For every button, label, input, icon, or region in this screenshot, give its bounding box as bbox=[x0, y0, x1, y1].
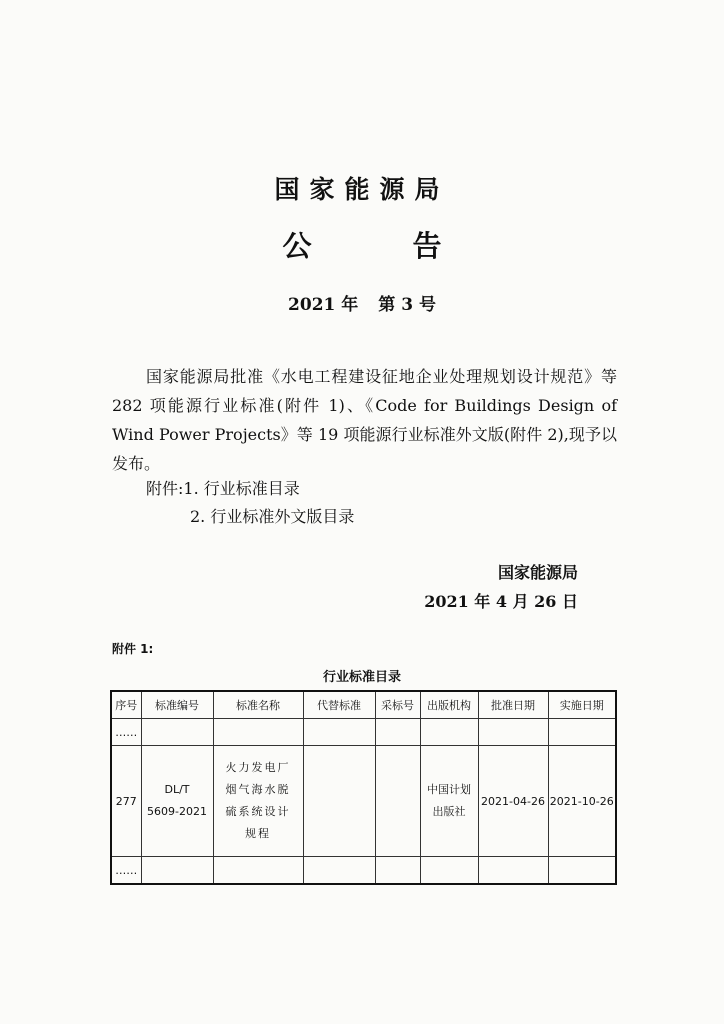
table-header-row bbox=[111, 691, 616, 719]
attachment-line-1: 附件:1. 行业标准目录 bbox=[146, 479, 300, 498]
col-approval-date: 批准日期 bbox=[478, 691, 548, 719]
col-name: 标准名称 bbox=[213, 691, 303, 719]
row-code-line1: DL/T bbox=[164, 783, 190, 796]
document-type: 公 告 bbox=[282, 229, 478, 263]
row-name-line3: 硫系统设计 bbox=[225, 805, 291, 818]
table-title: 行业标准目录 bbox=[322, 670, 401, 685]
row-name-line1: 火力发电厂 bbox=[225, 761, 291, 774]
row-adopted bbox=[375, 746, 420, 857]
signer: 国家能源局 bbox=[497, 563, 578, 582]
row-seq: 277 bbox=[111, 746, 141, 857]
col-publisher: 出版机构 bbox=[420, 691, 478, 719]
standards-table bbox=[110, 690, 617, 885]
table-row-ellipsis-top bbox=[111, 719, 616, 746]
number-issue: 第 3 号 bbox=[378, 295, 436, 315]
col-adopted: 采标号 bbox=[375, 691, 420, 719]
row-publisher-line1: 中国计划 bbox=[427, 783, 471, 796]
organization-title: 国家能源局 bbox=[274, 175, 450, 204]
row-effective-date: 2021-10-26 bbox=[548, 746, 616, 857]
row-code-line2: 5609-2021 bbox=[147, 805, 207, 818]
row-publisher bbox=[420, 746, 478, 857]
signature-date: 2021 年 4 月 26 日 bbox=[424, 592, 578, 611]
col-seq: 序号 bbox=[111, 691, 141, 719]
row-name bbox=[213, 746, 303, 857]
col-code: 标准编号 bbox=[141, 691, 213, 719]
attachment-line-2: 2. 行业标准外文版目录 bbox=[190, 507, 355, 526]
row-name-line2: 烟气海水脱 bbox=[225, 783, 291, 796]
row-name-line4: 规程 bbox=[245, 827, 271, 840]
ellipsis-cell: …… bbox=[111, 719, 141, 746]
document-number bbox=[0, 290, 724, 315]
announcement-paragraph: 国家能源局批准《水电工程建设征地企业处理规划设计规范》等 282 项能源行业标准(附件 1)、《Code for Buildings Design of Wind Power Projects》等 19 项能源行业标准外文版(附件 2),现予以发布。 bbox=[112, 367, 617, 473]
ellipsis-cell: …… bbox=[111, 857, 141, 885]
number-year: 2021 年 bbox=[288, 295, 359, 315]
col-replaced: 代替标准 bbox=[303, 691, 375, 719]
row-publisher-line2: 出版社 bbox=[432, 805, 466, 818]
row-approval-date: 2021-04-26 bbox=[478, 746, 548, 857]
table-row bbox=[111, 746, 616, 857]
col-effective-date: 实施日期 bbox=[548, 691, 616, 719]
annex-label: 附件 1: bbox=[112, 642, 154, 656]
row-replaced bbox=[303, 746, 375, 857]
row-code bbox=[141, 746, 213, 857]
table-row-ellipsis-bottom bbox=[111, 857, 616, 885]
